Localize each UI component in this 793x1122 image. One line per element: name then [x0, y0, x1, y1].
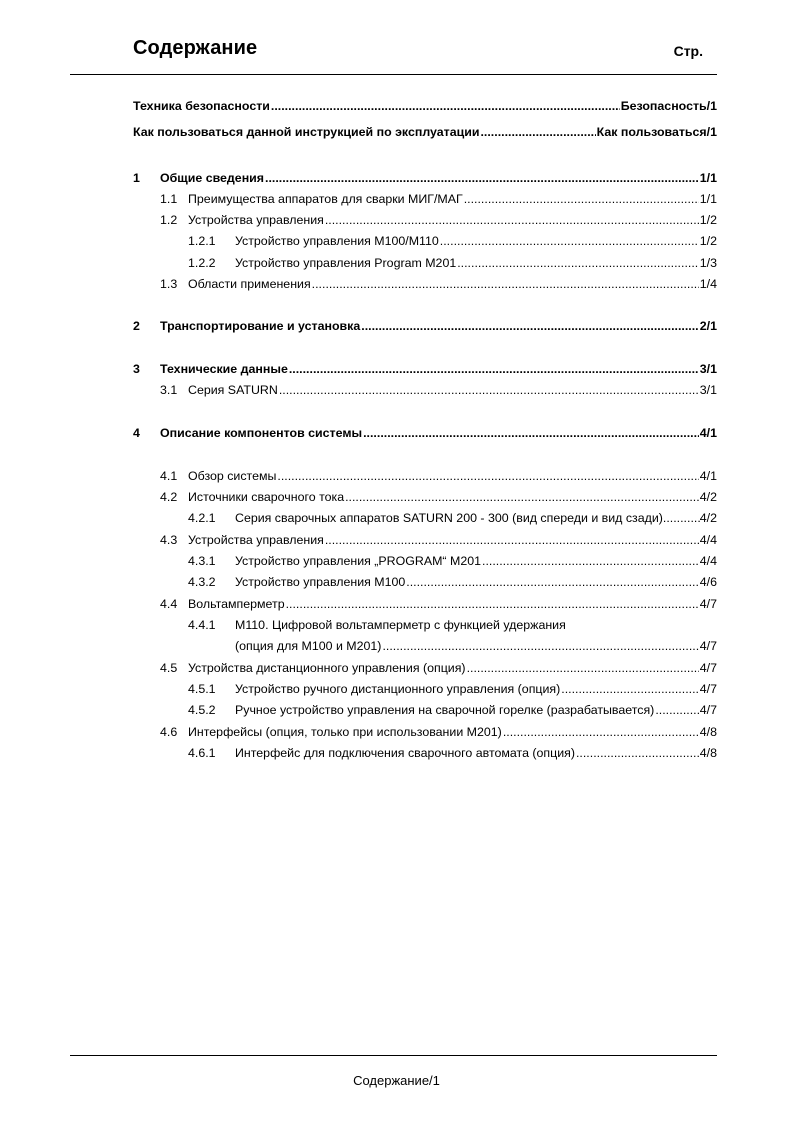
toc-number: 4: [133, 426, 140, 440]
toc-leader: [361, 318, 699, 334]
toc-title: Транспортирование и установка: [160, 319, 361, 333]
toc-number: 1.2.1: [188, 234, 216, 248]
toc-leader: [467, 660, 699, 676]
toc-leader: [480, 124, 595, 140]
toc-entry-4-5-1[interactable]: [235, 681, 717, 697]
toc-page: 4/4: [699, 533, 717, 547]
toc-leader: [325, 212, 699, 228]
toc-page: 4/4: [699, 554, 717, 568]
toc-title: Устройство управления Program M201: [235, 256, 457, 270]
toc-number: 1.2: [160, 213, 178, 227]
toc-page: 1/2: [699, 213, 717, 227]
toc-title: Устройства дистанционного управления (опция): [188, 661, 466, 675]
toc-number: 4.3.2: [188, 575, 216, 589]
toc-title: Серия сварочных аппаратов SATURN 200 - 300 (вид спереди и вид сзади): [235, 511, 663, 525]
toc-title: Области применения: [188, 277, 311, 291]
toc-page: 1/1: [699, 171, 717, 185]
toc-entry-4-4[interactable]: [188, 596, 717, 612]
toc-page: 4/1: [699, 426, 717, 440]
toc-leader: [363, 425, 699, 441]
header-divider: [70, 74, 717, 75]
toc-page: 4/1: [699, 469, 717, 483]
toc-number: 4.5: [160, 661, 178, 675]
toc-leader: [655, 702, 698, 718]
toc-page: 4/8: [699, 746, 717, 760]
toc-page: 3/1: [699, 362, 717, 376]
toc-page: 4/6: [699, 575, 717, 589]
toc-leader: [663, 510, 700, 526]
toc-title-line2: (опция для M100 и M201): [235, 639, 382, 653]
toc-entry-4-2-1[interactable]: [235, 510, 717, 526]
toc-leader: [464, 191, 699, 207]
toc-page: Как пользоваться/1: [596, 125, 717, 139]
toc-number: 4.2.1: [188, 511, 216, 525]
toc-title: Устройство управления М100/М110: [235, 234, 439, 248]
toc-leader: [345, 489, 699, 505]
toc-leader: [277, 468, 698, 484]
toc-leader: [406, 574, 698, 590]
toc-entry-3[interactable]: [160, 361, 717, 377]
page-title: Содержание: [133, 37, 258, 59]
toc-number: 1.3: [160, 277, 178, 291]
toc-page: 4/7: [699, 597, 717, 611]
toc-title: Источники сварочного тока: [188, 490, 345, 504]
toc-page: 4/2: [699, 511, 717, 525]
toc-page: 1/4: [699, 277, 717, 291]
toc-number: 4.5.2: [188, 703, 216, 717]
toc-title: Серия SATURN: [188, 383, 278, 397]
toc-page: Безопасность/1: [620, 99, 717, 113]
toc-title: Устройства управления: [188, 533, 324, 547]
toc-entry-1-3[interactable]: [188, 276, 717, 292]
toc-title: Устройства управления: [188, 213, 324, 227]
toc-number: 4.2: [160, 490, 178, 504]
footer-divider: [70, 1055, 717, 1056]
toc-leader: [286, 596, 699, 612]
toc-entry-4-5-2[interactable]: [235, 702, 717, 718]
toc-entry-4-1[interactable]: [188, 468, 717, 484]
toc-number: 3: [133, 362, 140, 376]
toc-leader: [271, 98, 620, 114]
toc-title: Устройство управления „PROGRAM“ M201: [235, 554, 481, 568]
toc-number: 4.6.1: [188, 746, 216, 760]
toc-entry-4-2[interactable]: [188, 489, 717, 505]
toc-entry-4[interactable]: [160, 425, 717, 441]
toc-leader: [325, 532, 699, 548]
toc-page: 3/1: [699, 383, 717, 397]
toc-entry-4-6[interactable]: [188, 724, 717, 740]
toc-title: Интерфейс для подключения сварочного автомата (опция): [235, 746, 575, 760]
toc-entry-4-3-1[interactable]: [235, 553, 717, 569]
toc-title: Вольтамперметр: [188, 597, 285, 611]
toc-title-line1[interactable]: M110. Цифровой вольтамперметр с функцией удержания: [235, 618, 566, 632]
toc-title: Техника безопасности: [133, 99, 270, 113]
toc-number: 1: [133, 171, 140, 185]
toc-leader: [576, 745, 699, 761]
toc-page: 4/8: [699, 725, 717, 739]
toc-title: Преимущества аппаратов для сварки МИГ/МАГ: [188, 192, 463, 206]
toc-number: 4.5.1: [188, 682, 216, 696]
toc-number: 2: [133, 319, 140, 333]
toc-leader: [279, 382, 699, 398]
toc-number: 4.1: [160, 469, 178, 483]
toc-number: 4.3.1: [188, 554, 216, 568]
toc-entry-1-2[interactable]: [188, 212, 717, 228]
toc-leader: [561, 681, 699, 697]
toc-entry-2[interactable]: [160, 318, 717, 334]
toc-entry-4-5[interactable]: [188, 660, 717, 676]
toc-number: 3.1: [160, 383, 178, 397]
toc-title: Обзор системы: [188, 469, 277, 483]
toc-entry-4-3[interactable]: [188, 532, 717, 548]
toc-leader: [503, 724, 699, 740]
toc-entry-how-to-use[interactable]: [133, 124, 717, 140]
toc-number: 4.3: [160, 533, 178, 547]
toc-entry-4-3-2[interactable]: [235, 574, 717, 590]
toc-number: 4.4: [160, 597, 178, 611]
toc-page: 4/7: [699, 703, 717, 717]
toc-page: 1/1: [699, 192, 717, 206]
toc-leader: [457, 255, 699, 271]
toc-number: 1.2.2: [188, 256, 216, 270]
toc-page: 4/7: [699, 661, 717, 675]
toc-entry-1-1[interactable]: [188, 191, 717, 207]
toc-entry-4-6-1[interactable]: [235, 745, 717, 761]
toc-title: Описание компонентов системы: [160, 426, 363, 440]
toc-leader: [482, 553, 699, 569]
toc-leader: [265, 170, 699, 186]
toc-number: 4.4.1: [188, 618, 216, 632]
toc-title: Интерфейсы (опция, только при использовании M201): [188, 725, 502, 739]
toc-title: Устройство ручного дистанционного управления (опция): [235, 682, 561, 696]
toc-title: Технические данные: [160, 362, 288, 376]
page-column-label: Стр.: [673, 43, 703, 59]
toc-entry-safety[interactable]: [133, 98, 717, 114]
toc-leader: [440, 233, 699, 249]
toc-page: 1/2: [699, 234, 717, 248]
toc-page: 4/2: [699, 490, 717, 504]
toc-leader: [312, 276, 699, 292]
toc-entry-4-4-1[interactable]: [235, 638, 717, 654]
toc-entry-3-1[interactable]: [188, 382, 717, 398]
toc-page: 1/3: [699, 256, 717, 270]
toc-page: 4/7: [699, 682, 717, 696]
toc-leader: [382, 638, 698, 654]
toc-leader: [289, 361, 699, 377]
toc-title: Общие сведения: [160, 171, 265, 185]
toc-entry-1-2-2[interactable]: [235, 255, 717, 271]
toc-title: Ручное устройство управления на сварочной горелке (разрабатывается): [235, 703, 655, 717]
toc-page: 2/1: [699, 319, 717, 333]
toc-title: Как пользоваться данной инструкцией по эксплуатации: [133, 125, 480, 139]
toc-entry-1-2-1[interactable]: [235, 233, 717, 249]
page-footer: Содержание/1: [353, 1073, 440, 1088]
toc-number: 1.1: [160, 192, 178, 206]
toc-title: Устройство управления М100: [235, 575, 406, 589]
toc-entry-1[interactable]: [160, 170, 717, 186]
toc-number: 4.6: [160, 725, 178, 739]
toc-page: 4/7: [699, 639, 717, 653]
